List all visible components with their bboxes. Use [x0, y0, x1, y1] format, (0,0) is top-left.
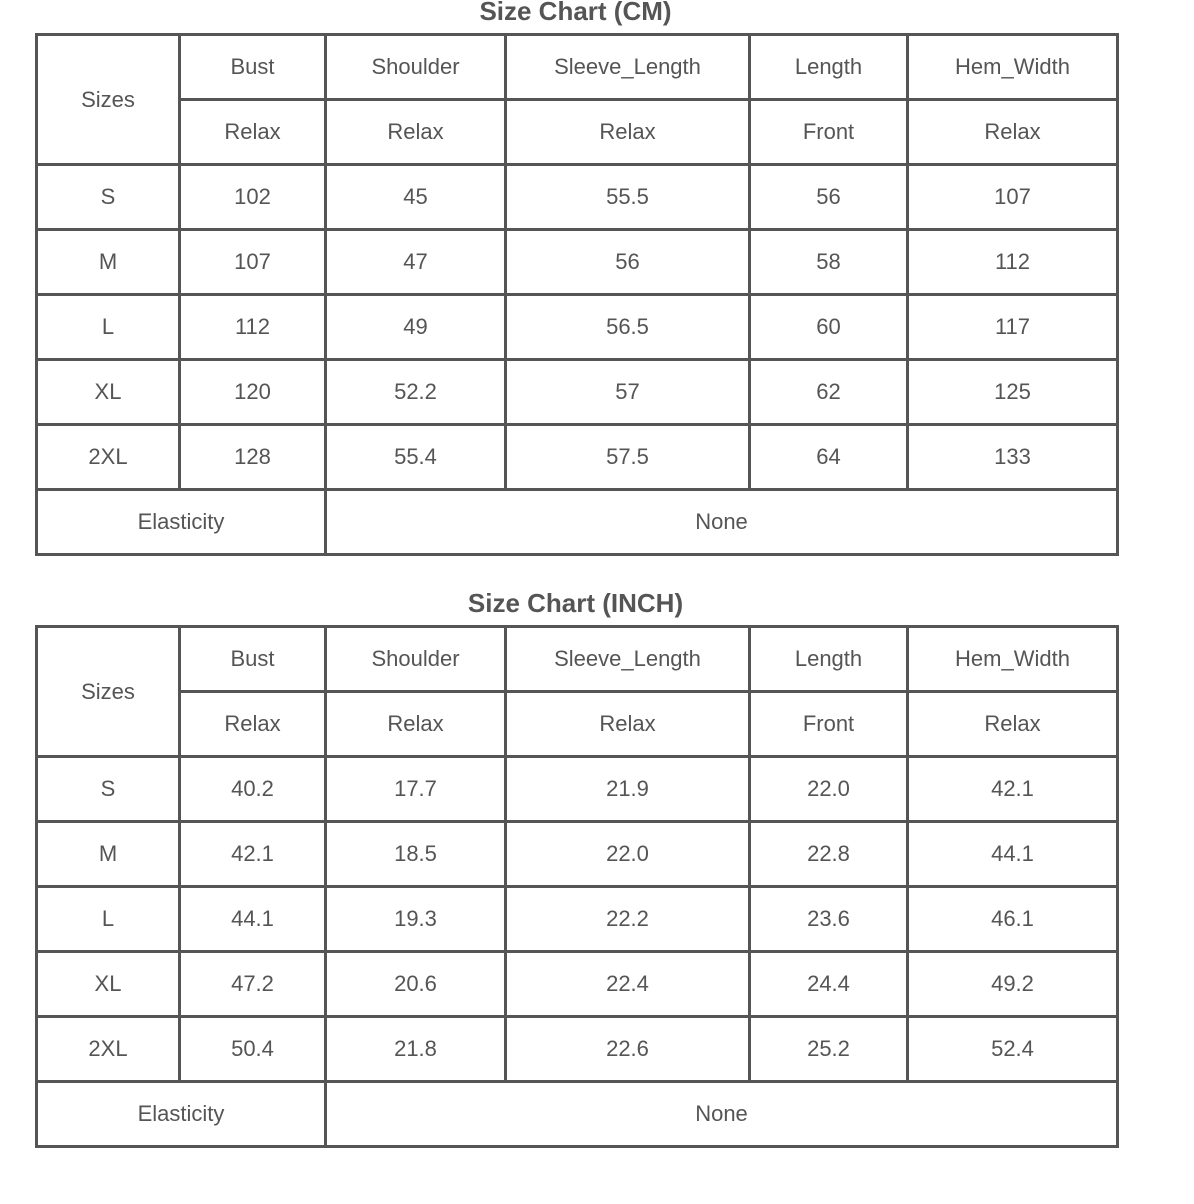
subheader-cell: Relax — [326, 692, 506, 757]
subheader-cell: Relax — [506, 692, 750, 757]
subheader-cell: Front — [750, 100, 908, 165]
value-cell: 107 — [908, 165, 1118, 230]
value-cell: 22.0 — [750, 757, 908, 822]
value-cell: 52.4 — [908, 1017, 1118, 1082]
value-cell: 17.7 — [326, 757, 506, 822]
value-cell: 47 — [326, 230, 506, 295]
value-cell: 22.4 — [506, 952, 750, 1017]
elasticity-label: Elasticity — [37, 1082, 326, 1147]
value-cell: 102 — [180, 165, 326, 230]
value-cell: 112 — [908, 230, 1118, 295]
value-cell: 46.1 — [908, 887, 1118, 952]
value-cell: 62 — [750, 360, 908, 425]
value-cell: 56 — [750, 165, 908, 230]
column-header-bust: Bust — [180, 627, 326, 692]
value-cell: 133 — [908, 425, 1118, 490]
value-cell: 57.5 — [506, 425, 750, 490]
value-cell: 120 — [180, 360, 326, 425]
value-cell: 45 — [326, 165, 506, 230]
value-cell: 21.9 — [506, 757, 750, 822]
size-chart-inch-table — [35, 625, 1119, 1148]
subheader-cell: Relax — [180, 100, 326, 165]
value-cell: 64 — [750, 425, 908, 490]
value-cell: 117 — [908, 295, 1118, 360]
table-row — [37, 952, 1118, 1017]
size-cell: XL — [37, 952, 180, 1017]
table-row — [37, 425, 1118, 490]
size-chart-cm-table — [35, 33, 1119, 556]
size-cell: M — [37, 230, 180, 295]
table-row — [37, 295, 1118, 360]
value-cell: 20.6 — [326, 952, 506, 1017]
subheader-row — [37, 692, 1118, 757]
value-cell: 22.6 — [506, 1017, 750, 1082]
size-cell: L — [37, 887, 180, 952]
value-cell: 125 — [908, 360, 1118, 425]
subheader-cell: Relax — [908, 692, 1118, 757]
value-cell: 49.2 — [908, 952, 1118, 1017]
value-cell: 44.1 — [180, 887, 326, 952]
subheader-cell: Relax — [180, 692, 326, 757]
value-cell: 21.8 — [326, 1017, 506, 1082]
sizes-header: Sizes — [37, 627, 180, 757]
size-cell: S — [37, 165, 180, 230]
value-cell: 42.1 — [908, 757, 1118, 822]
value-cell: 55.4 — [326, 425, 506, 490]
column-header-sleeve-length: Sleeve_Length — [506, 627, 750, 692]
value-cell: 42.1 — [180, 822, 326, 887]
value-cell: 128 — [180, 425, 326, 490]
subheader-row — [37, 100, 1118, 165]
column-header-length: Length — [750, 35, 908, 100]
value-cell: 22.0 — [506, 822, 750, 887]
subheader-cell: Relax — [908, 100, 1118, 165]
size-cell: 2XL — [37, 1017, 180, 1082]
size-cell: M — [37, 822, 180, 887]
table-row — [37, 165, 1118, 230]
value-cell: 23.6 — [750, 887, 908, 952]
table-row — [37, 887, 1118, 952]
size-cell: 2XL — [37, 425, 180, 490]
column-header-hem-width: Hem_Width — [908, 627, 1118, 692]
size-cell: S — [37, 757, 180, 822]
value-cell: 57 — [506, 360, 750, 425]
value-cell: 22.8 — [750, 822, 908, 887]
size-chart-cm-title: Size Chart (CM) — [479, 0, 672, 26]
value-cell: 24.4 — [750, 952, 908, 1017]
value-cell: 44.1 — [908, 822, 1118, 887]
table-row — [37, 360, 1118, 425]
value-cell: 112 — [180, 295, 326, 360]
size-cell: XL — [37, 360, 180, 425]
sizes-header: Sizes — [37, 35, 180, 165]
elasticity-value: None — [326, 1082, 1118, 1147]
value-cell: 56 — [506, 230, 750, 295]
value-cell: 52.2 — [326, 360, 506, 425]
value-cell: 58 — [750, 230, 908, 295]
column-header-shoulder: Shoulder — [326, 35, 506, 100]
elasticity-row — [37, 490, 1118, 555]
elasticity-row — [37, 1082, 1118, 1147]
value-cell: 50.4 — [180, 1017, 326, 1082]
column-header-hem-width: Hem_Width — [908, 35, 1118, 100]
value-cell: 22.2 — [506, 887, 750, 952]
column-header-length: Length — [750, 627, 908, 692]
value-cell: 18.5 — [326, 822, 506, 887]
header-row — [37, 35, 1118, 100]
value-cell: 56.5 — [506, 295, 750, 360]
subheader-cell: Relax — [506, 100, 750, 165]
column-header-sleeve-length: Sleeve_Length — [506, 35, 750, 100]
value-cell: 19.3 — [326, 887, 506, 952]
value-cell: 25.2 — [750, 1017, 908, 1082]
header-row — [37, 627, 1118, 692]
table-row — [37, 822, 1118, 887]
table-row — [37, 1017, 1118, 1082]
size-chart-inch-title: Size Chart (INCH) — [467, 588, 684, 618]
table-row — [37, 757, 1118, 822]
elasticity-value: None — [326, 490, 1118, 555]
value-cell: 47.2 — [180, 952, 326, 1017]
value-cell: 40.2 — [180, 757, 326, 822]
column-header-bust: Bust — [180, 35, 326, 100]
value-cell: 55.5 — [506, 165, 750, 230]
column-header-shoulder: Shoulder — [326, 627, 506, 692]
value-cell: 60 — [750, 295, 908, 360]
subheader-cell: Front — [750, 692, 908, 757]
table-row — [37, 230, 1118, 295]
elasticity-label: Elasticity — [37, 490, 326, 555]
value-cell: 49 — [326, 295, 506, 360]
value-cell: 107 — [180, 230, 326, 295]
subheader-cell: Relax — [326, 100, 506, 165]
size-cell: L — [37, 295, 180, 360]
